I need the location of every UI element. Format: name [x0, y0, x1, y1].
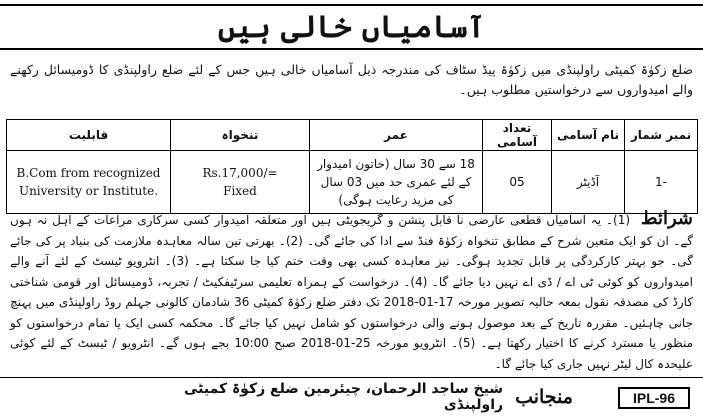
salary-type: Fixed — [223, 184, 257, 198]
cell-qualification — [7, 151, 171, 214]
issuer-line — [160, 383, 573, 411]
cell-post: آڈیٹر — [552, 151, 625, 214]
cell-age: 18 سے 30 سال (خاتون امیدوار کے لئے عمری حد میں 03 سال کی مزید رعایت ہوگی) — [310, 151, 483, 214]
page-title: آسامیاں خالی ہیں — [218, 9, 485, 45]
header-salary: تنخواہ — [171, 120, 310, 151]
header-banner — [0, 4, 703, 50]
qualification-line-2: University or Institute. — [18, 184, 159, 198]
table-header-row — [7, 120, 698, 151]
table-row — [7, 151, 698, 214]
header-count: تعداد آسامی — [483, 120, 552, 151]
terms-text: (1)۔ یہ آسامیاں قطعی عارضی نا قابل پنشن و گریجویٹی ہیں اور متعلقہ امیدوار کسی سرکاری مراعات کے اہل نہ ہوں گے۔ ان کو ایک متعین شرح کے مطابق تنخواہ زکوٰۃ فنڈ سے ادا کی جائے گی۔ (2)۔ بھرتی تین سالہ معاہدہ ملازمت کی بنیاد پر کی جائے گی۔ جو بہتر کارکردگی پر قابل تجدید ہوگی۔ نیز معاہدہ کسی بھی وقت ختم کیا جا سکتا ہے۔ (3)۔ انٹرویو ٹیسٹ کے لئے آنے والے امیدواروں کو کوئی ٹی اے / ڈی اے نہیں دیا جائے گا۔ (4)۔ درخواست کے ہمراہ تعلیمی سرٹیفکیٹ / تجربہ، ڈومیسائل اور قومی شناختی کارڈ کی مصدقہ نقول بمعہ حالیہ تصویر مورخہ 17-01-2018 تک دفتر ضلع زکوٰۃ کمیٹی 36 شادمان کالونی جہلم روڈ راولپنڈی میں پہنچ جانی چاہئیں۔ مقررہ تاریخ کے بعد موصول ہونے والی درخواستوں کو شامل نہیں کیا جائے گا۔ محکمہ کسی ایک یا تمام درخواستوں کو منظور یا مسترد کرنے کا اختیار رکھتا ہے۔ (5)۔ انٹرویو مورخہ 25-01-2018 صبح 10:00 بجے ہوں گے۔ انٹرویو / ٹیسٹ کے لئے کوئی علیحدہ کال لیٹر نہیں جاری کیا جائے گا۔ — [10, 213, 693, 371]
qualification-line-1: B.Com from recognized — [16, 166, 161, 180]
terms-section — [10, 209, 693, 377]
issuer-name: شیخ ساجد الرحمان، چیئرمین ضلع زکوٰۃ کمیٹی راولپنڈی — [183, 381, 504, 413]
salary-amount: Rs.17,000/= — [202, 166, 278, 180]
reference-code: IPL-96 — [618, 387, 690, 409]
intro-paragraph: ضلع زکوٰۃ کمیٹی راولپنڈی میں زکوٰۃ پیڈ سٹاف کی مندرجہ ذیل آسامیاں خالی ہیں جس کے لئے ضلع راولپنڈی کا ڈومیسائل رکھنے والے امیدواروں سے درخواستیں مطلوب ہیں۔ — [10, 62, 693, 97]
cell-count: 05 — [483, 151, 552, 214]
terms-heading: شرائط — [640, 208, 693, 229]
vacancy-table — [6, 119, 698, 214]
cell-serial: -1 — [625, 151, 698, 214]
header-qualification: قابلیت — [7, 120, 171, 151]
cell-salary — [171, 151, 310, 214]
header-post: نام آسامی — [552, 120, 625, 151]
issuer-label: منجانب — [515, 386, 573, 408]
footer-divider — [0, 377, 703, 378]
header-age: عمر — [310, 120, 483, 151]
header-serial: نمبر شمار — [625, 120, 698, 151]
